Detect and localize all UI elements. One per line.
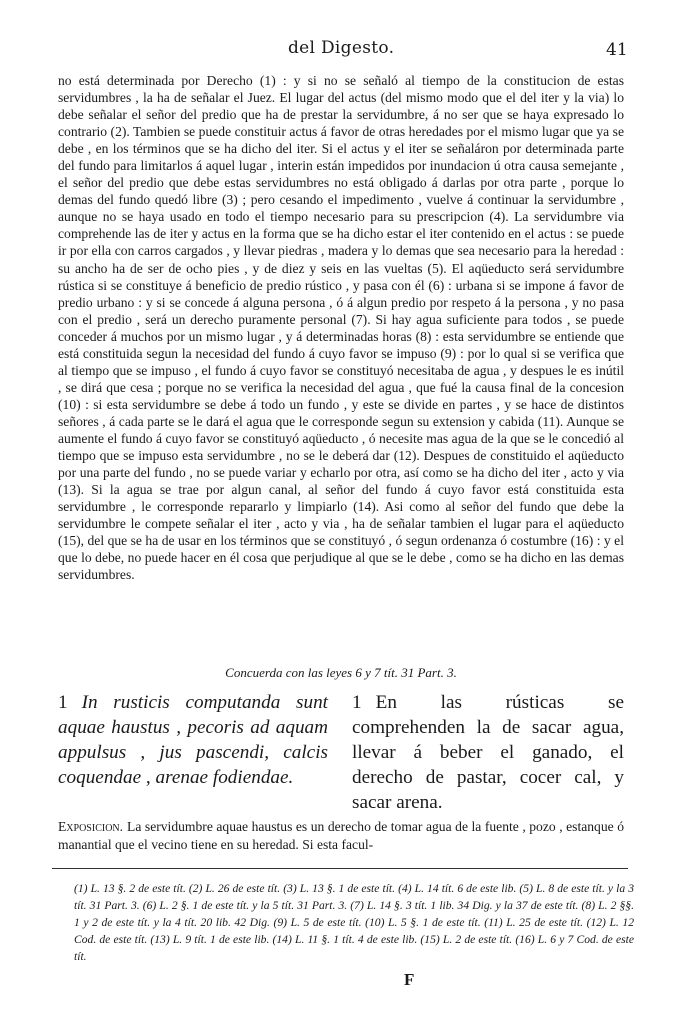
page-number: 41 xyxy=(606,40,628,60)
exposition-text: La servidumbre aquae haustus es un derecho de tomar agua de la fuente , pozo , estanque ó manantial que el vecino tiene en su heredad. Si esta facul- xyxy=(58,819,624,852)
main-text-block xyxy=(58,72,624,583)
latin-verse-text: In rusticis computanda sunt aquae haustus , pecoris ad aquam appulsus , jus pascendi, calcis coquendae , arenae fodiendae. xyxy=(58,692,328,788)
body-paragraph: no está determinada por Derecho (1) : y si no se señaló al tiempo de la constitucion de estas servidumbres , la ha de señalar el Juez. El lugar del actus (del mismo modo que el del iter y la via) lo debe señalar el señor del predio que ha de prestar la servidumbre, á no ser que se haya expresado lo contrario (2). Tambien se puede constituir actus á favor de otras heredades por el mismo lugar que ya se debe , en los términos que se ha dicho del iter. Si el actus y el iter se señaláron por determinada parte del fundo para limitarlos á aquel lugar , interin están impedidos por inundacion ú otra causa semejante , el señor del predio que debe estas servidumbres no está obligado á darlas por otra parte , porque lo demas del fundo quedó libre (3) ; pero cesando el impedimento , vuelve á continuar la servidumbre , aunque no se haya usado en todo el tiempo necesario para su prescripcion (4). La servidumbre via comprehende las de iter y actus en la forma que se ha dicho estar el iter contenido en el actus : se puede ir por ella con carros cargados , y llevar piedras , madera y lo demas que sea necesario para la heredad : su ancho ha de ser de ocho pies , y de diez y seis en las vueltas (5). El aqüeducto será servidumbre rústica si se constituye á beneficio de predio rústico , y pasa con él (6) : urbana si se impone á favor de predio urbano : y si se concede á alguna persona , ó á algun predio por respeto á la persona , y no pasa con el predio , será un derecho puramente personal (7). Si hay agua suficiente para todos , se puede conceder á muchos por un mismo lugar , y á determinadas horas (8) : esta servidumbre se entiende que está constituida segun la necesidad del fundo á cuyo favor se impuso (9) : por lo qual si se verifica que al tiempo que se impuso , el fundo á cuyo favor se constituyó necesitaba de agua , y despues le es inútil , se dirá que cesa ; porque no se verifica la necesidad del agua , que fué la causa final de la concesion (10) : si esta servidumbre se debe á todo un fundo , y este se divide en partes , y se hace de distintos señores , á cada parte se le dará el agua que le corresponde segun su extension y cabida (11). Aunque se aumente el fundo á cuyo favor se constituyó aqüeducto , ó necesite mas agua de la que se le concedió al tiempo que se impuso esta servidumbre , no se le deberá dar (12). Despues de constituido el aqüeducto por una parte del fundo , no se puede variar y echarlo por otra, así como se ha dicho del iter , acto y via (13). Si la agua se trae por algun canal, al señor del fundo á cuyo favor está constituida esta servidumbre , le corresponde repararlo y limpiarlo (14). Asi como al señor del fundo que debe la servidumbre le compete señalar el iter , acto y via , ha de señalar tambien el lugar para el aqüeducto (15), del que se ha de usar en los términos que se constituyó , ó segun ordenanza ó costumbre (16) : y el que lo debe, no puede hacer en él cosa que perjudique al que se le debe , como se ha dicho en las demas servidumbres. xyxy=(58,73,624,583)
latin-verse-number: 1 xyxy=(58,692,68,713)
exposition-paragraph xyxy=(58,818,624,853)
footnotes: (1) L. 13 §. 2 de este tít. (2) L. 26 de este tít. (3) L. 13 §. 1 de este tít. (4) L. 14 tít. 6 de este lib. (5) L. 8 de este tít. y la 3 tít. 31 Part. 3. (6) L. 2 §. 1 de este tít. y la 5 tít. 31 Part. 3. (7) L. 14 §. 3 tít. 1 lib. 34 Dig. y la 37 de este tít. (8) L. 2 §§. 1 y 2 de este tít. y la 4 tít. 20 lib. 42 Dig. (9) L. 5 de este tít. (10) L. 5 §. 1 de este tít. (11) L. 25 de este tít. (12) L. 12 Cod. de este tít. (13) L. 9 tít. 1 de este lib. (14) L. 11 §. 1 tít. 4 de este lib. (15) L. 2 de este tít. (16) L. 6 y 7 Cod. de este tít. xyxy=(74,882,634,963)
exposition-lead: Exposicion. xyxy=(58,819,124,834)
signature-mark: F xyxy=(404,970,415,989)
spanish-verse xyxy=(352,690,624,815)
concordance-note: Concuerda con las leyes 6 y 7 tít. 31 Part. 3. xyxy=(225,665,457,680)
latin-verse xyxy=(58,690,328,790)
running-head: del Digesto. xyxy=(288,38,395,58)
footnote-divider xyxy=(52,868,628,869)
spanish-verse-number: 1 xyxy=(352,692,362,713)
spanish-verse-text: En las rústicas se comprehenden la de sacar agua, llevar á beber el ganado, el derecho de pastar, cocer cal, y sacar arena. xyxy=(352,692,624,813)
